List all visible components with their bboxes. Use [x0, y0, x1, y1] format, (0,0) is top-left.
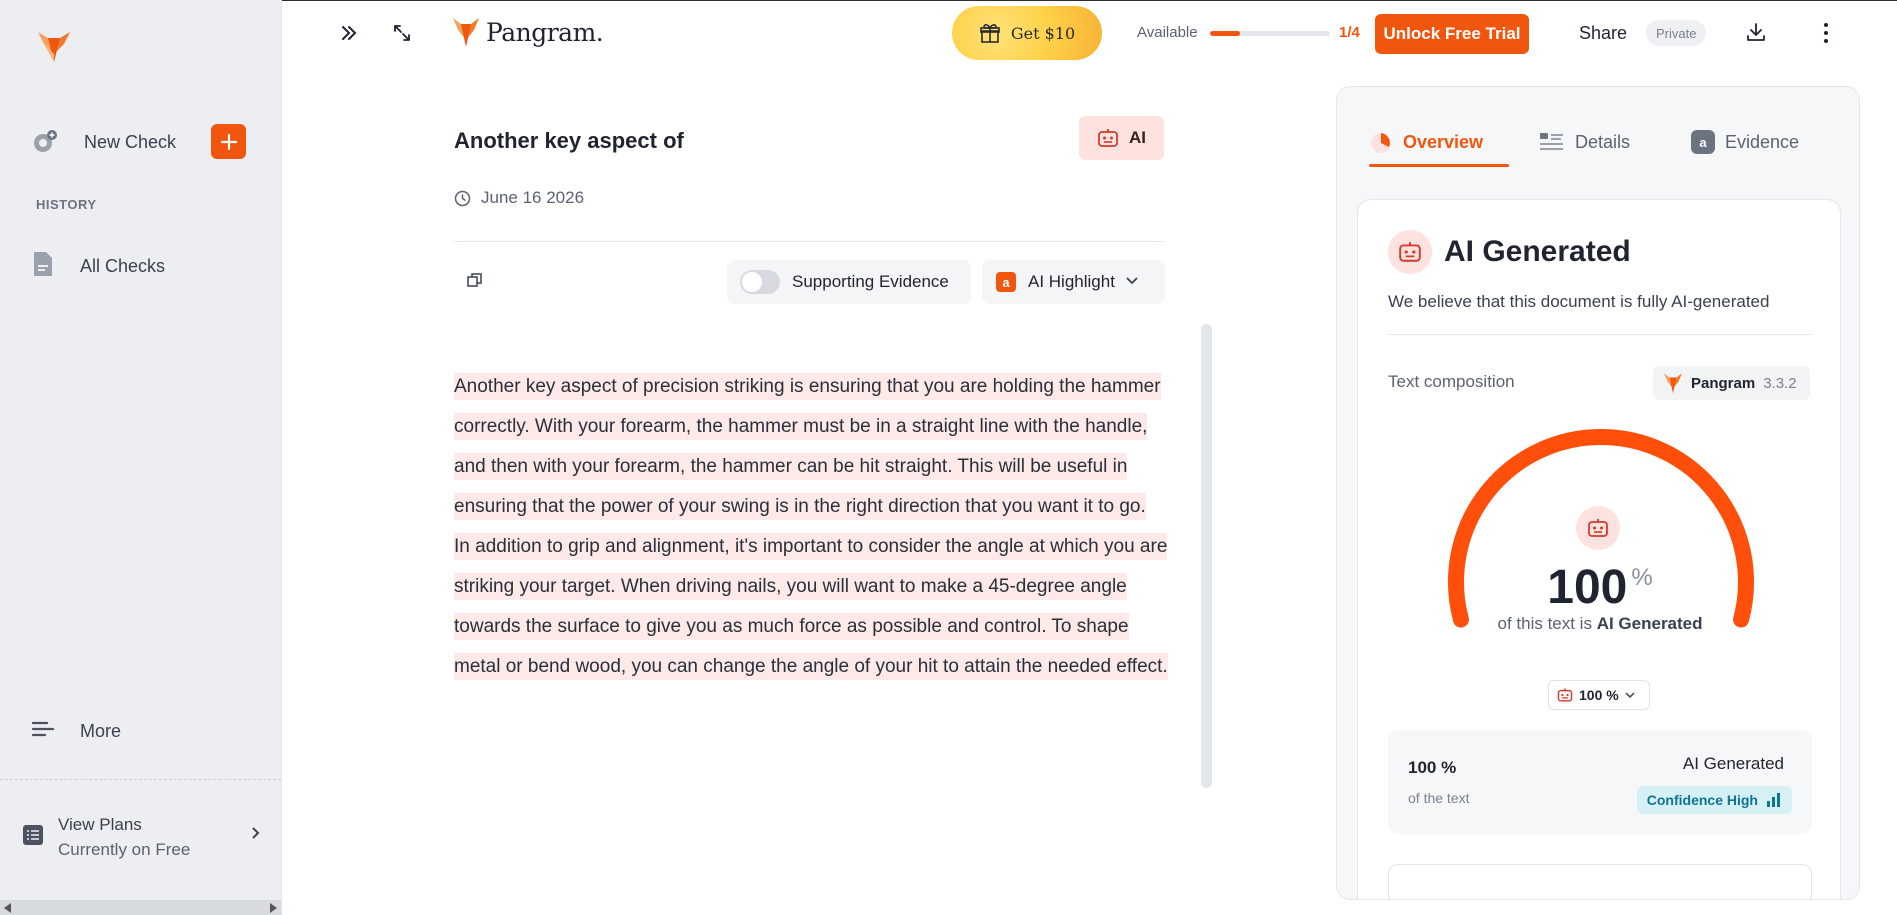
gauge-unit: % [1631, 564, 1653, 591]
fox-mark-icon [452, 16, 480, 48]
history-heading: HISTORY [36, 197, 97, 212]
stat-label: AI Generated [1682, 754, 1784, 773]
toggle-knob [742, 272, 762, 292]
result-card [1357, 199, 1841, 900]
details-list-icon [1539, 131, 1565, 153]
ai-highlight-icon: a [996, 272, 1016, 292]
brand-logo[interactable] [452, 16, 603, 48]
stat-percent-caption: of the text [1408, 790, 1470, 806]
sidebar-divider [0, 779, 281, 780]
result-title: AI Generated [1444, 235, 1631, 268]
score-selector-label: 100 % [1579, 687, 1619, 703]
robot-icon [1557, 687, 1573, 703]
share-button[interactable]: Share [1579, 23, 1628, 43]
fox-mark-icon [1663, 372, 1683, 394]
gift-icon [979, 22, 1001, 44]
copy-icon [466, 271, 484, 289]
plus-icon [220, 133, 238, 151]
new-check-label: New Check [84, 131, 177, 152]
text-composition-label: Text composition [1388, 372, 1515, 391]
gauge-caption [1358, 614, 1842, 634]
fox-logo-icon[interactable] [36, 28, 72, 64]
gauge-caption-prefix: of this text is [1497, 614, 1592, 633]
gauge-robot-icon [1576, 506, 1620, 550]
sidebar [0, 0, 282, 915]
expand-sidebar-button[interactable] [338, 22, 360, 49]
ai-highlighted-text: In addition to grip and alignment, it's important to consider the angle at which you are striking your target. When driving nails, you will want to make a 45-degree angle towards the surface to give you as much force as possible and control. To shape metal or bend wood, you can change the angle of your hit to attain the needed effect. [454, 533, 1168, 680]
confidence-label: Confidence High [1646, 792, 1758, 808]
tab-details[interactable] [1539, 117, 1679, 167]
gauge-value [1358, 560, 1842, 615]
composition-stat [1388, 730, 1812, 834]
expand-arrows-icon [391, 22, 413, 44]
download-icon [1745, 21, 1767, 43]
result-robot-icon [1388, 230, 1432, 274]
double-chevron-right-icon [338, 22, 360, 44]
view-plans-item[interactable] [22, 812, 262, 862]
model-name: Pangram [1691, 374, 1756, 392]
get-10-promo-button[interactable] [952, 6, 1102, 60]
result-header [1388, 230, 1631, 274]
menu-lines-icon [30, 717, 56, 746]
available-progress-fill [1210, 31, 1240, 36]
robot-icon [1097, 127, 1119, 149]
card-separator [1388, 334, 1812, 335]
ai-highlighted-text: Another key aspect of precision striking is ensuring that you are holding the hammer correctly. With your forearm, the hammer must be in a straight line with the handle, and then with your forearm, the hammer can be hit straight. This will be useful in ensuring that the power of your swing is in the right direction that you want it to go. [454, 373, 1161, 520]
model-version-badge [1653, 366, 1810, 400]
chevron-down-icon [1625, 686, 1635, 704]
scroll-right-arrow-icon[interactable] [270, 903, 277, 913]
document-body [454, 367, 1174, 687]
gauge-caption-bold: AI Generated [1596, 614, 1703, 633]
available-label: Available [1137, 24, 1198, 41]
supporting-evidence-label: Supporting Evidence [792, 272, 949, 291]
confidence-badge [1637, 786, 1792, 814]
more-label: More [80, 721, 122, 741]
toggle-switch[interactable] [740, 270, 780, 294]
document-scrollbar[interactable] [1201, 324, 1212, 788]
all-checks-label: All Checks [80, 256, 166, 276]
download-button[interactable] [1745, 21, 1767, 48]
document-paragraph [454, 527, 1174, 687]
available-progress-bar [1210, 31, 1330, 36]
unlock-free-trial-button[interactable]: Unlock Free Trial [1375, 14, 1529, 54]
document-date [454, 188, 584, 208]
overview-icon [1369, 130, 1393, 154]
more-item[interactable] [30, 717, 121, 746]
clock-icon [454, 190, 471, 207]
tab-evidence-label: Evidence [1725, 131, 1800, 152]
document-date-text: June 16 2026 [481, 188, 585, 207]
plans-subtitle: Currently on Free [58, 840, 191, 859]
evidence-icon: a [1691, 130, 1715, 154]
stat-percent: 100 % [1408, 758, 1457, 777]
more-options-button[interactable] [1819, 21, 1833, 50]
document-separator [454, 241, 1165, 242]
document-icon [30, 250, 56, 283]
sidebar-horizontal-scrollbar[interactable] [0, 900, 281, 915]
score-selector-dropdown[interactable] [1548, 680, 1650, 710]
add-check-button[interactable] [211, 124, 246, 159]
results-panel [1336, 86, 1860, 900]
available-count: 1/4 [1339, 24, 1360, 41]
ai-badge-label: AI [1129, 128, 1146, 147]
tab-overview-label: Overview [1403, 131, 1484, 152]
plans-list-icon [22, 824, 44, 851]
copy-button[interactable] [466, 271, 484, 294]
tab-details-label: Details [1575, 131, 1631, 152]
chevron-right-icon [250, 826, 262, 845]
result-description: We believe that this document is fully AI-generated [1388, 292, 1770, 311]
tab-evidence[interactable] [1691, 117, 1841, 167]
scroll-left-arrow-icon[interactable] [4, 903, 11, 913]
privacy-badge[interactable]: Private [1646, 20, 1706, 46]
ai-highlight-dropdown[interactable] [982, 260, 1165, 304]
brand-name: Pangram. [486, 17, 604, 47]
results-tabs [1357, 117, 1837, 167]
gauge-number: 100 [1547, 561, 1628, 614]
document-paragraph [454, 367, 1174, 527]
ai-highlight-label: AI Highlight [1028, 272, 1115, 291]
window-top-border [0, 0, 1897, 1]
all-checks-item[interactable] [30, 250, 165, 283]
signal-bars-icon [1766, 793, 1782, 807]
chevron-down-icon [1125, 273, 1139, 291]
fullscreen-button[interactable] [391, 22, 413, 49]
plans-title: View Plans [58, 815, 142, 834]
tab-overview[interactable] [1369, 117, 1509, 167]
new-check-icon [30, 127, 60, 157]
supporting-evidence-toggle[interactable] [727, 260, 971, 304]
ai-result-badge [1079, 116, 1164, 160]
promo-label: Get $10 [1010, 23, 1076, 43]
kebab-menu-icon [1819, 21, 1833, 45]
document-title: Another key aspect of [454, 128, 684, 153]
next-section-card [1388, 864, 1812, 900]
model-version: 3.3.2 [1763, 374, 1797, 392]
